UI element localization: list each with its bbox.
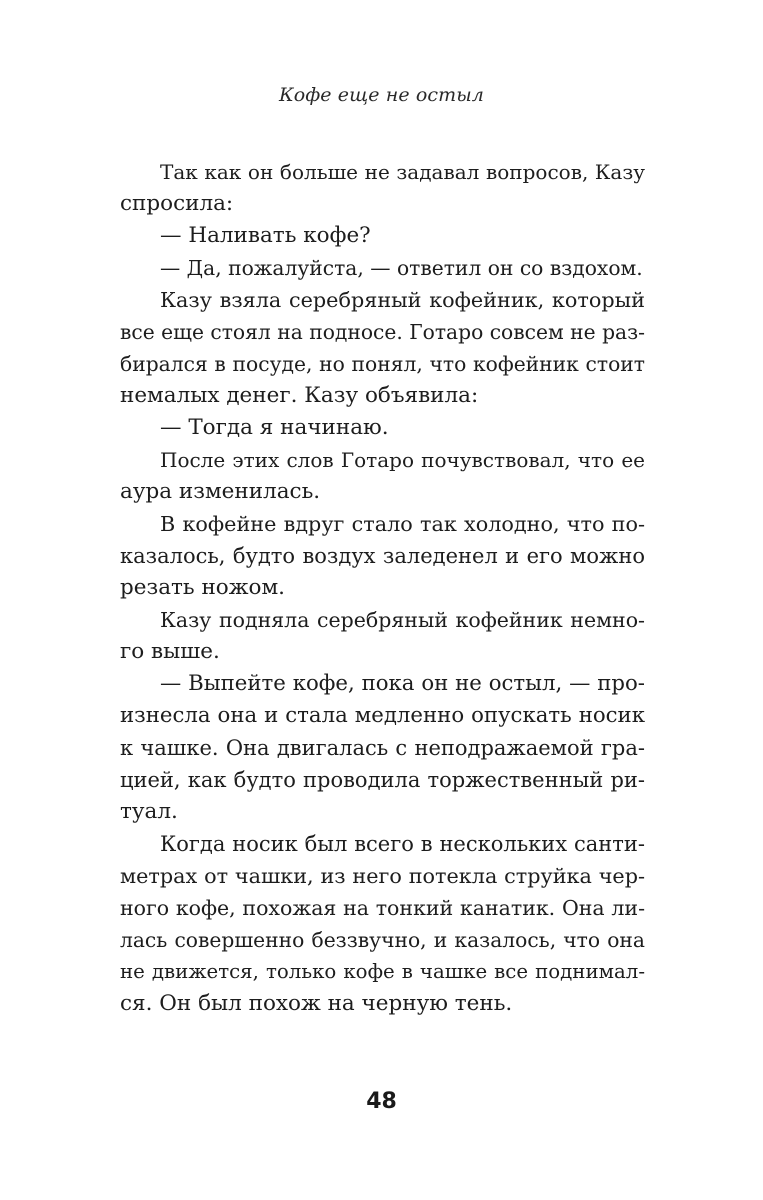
text-line: В кофейне вдруг стало так холодно, что по- (160, 512, 645, 536)
text-line: к чашке. Она двигалась с неподражаемой гра- (120, 736, 645, 760)
text-line: Казу подняла серебряный кофейник немно- (160, 608, 645, 632)
text-line: ся. Он был похож на черную тень. (120, 991, 513, 1016)
text-line: спросила: (120, 191, 234, 216)
text-line: все еще стоял на подносе. Готаро совсем не раз- (120, 320, 646, 344)
text-line: После этих слов Готаро почувствовал, что ее (160, 448, 645, 472)
text-line: го выше. (120, 639, 220, 664)
text-line: метрах от чашки, из него потекла струйка чер- (120, 864, 645, 888)
text-line: Так как он больше не задавал вопросов, Казу (160, 160, 645, 184)
text-line: казалось, будто воздух заледенел и его можно (120, 544, 645, 568)
text-line: изнесла она и стала медленно опускать носик (120, 703, 645, 728)
text-line: — Тогда я начинаю. (160, 415, 389, 440)
body-text (120, 156, 645, 1020)
text-line: цией, как будто проводила торжественный ри- (120, 768, 645, 792)
text-line: туал. (120, 799, 178, 824)
text-line: не движется, только кофе в чашке все поднимал- (120, 960, 645, 983)
text-line: ного кофе, похожая на тонкий канатик. Она ли- (120, 896, 645, 920)
text-line: Казу взяла серебряный кофейник, который (160, 288, 645, 312)
text-line: аура изменилась. (120, 479, 321, 504)
text-line: резать ножом. (120, 575, 286, 600)
text-line: — Да, пожалуйста, — ответил он со вздохом. (160, 256, 643, 280)
text-line: бирался в посуде, но понял, что кофейник стоит (120, 352, 645, 376)
page-number: 48 (366, 1089, 397, 1114)
text-line: Когда носик был всего в нескольких санти- (160, 832, 645, 856)
text-line: немалых денег. Казу объявила: (120, 383, 479, 408)
text-line: — Наливать кофе? (160, 223, 371, 248)
running-header: Кофе еще не остыл (278, 84, 484, 106)
text-line: — Выпейте кофе, пока он не остыл, — про- (160, 671, 645, 696)
text-line: лась совершенно беззвучно, и казалось, что она (120, 928, 645, 952)
